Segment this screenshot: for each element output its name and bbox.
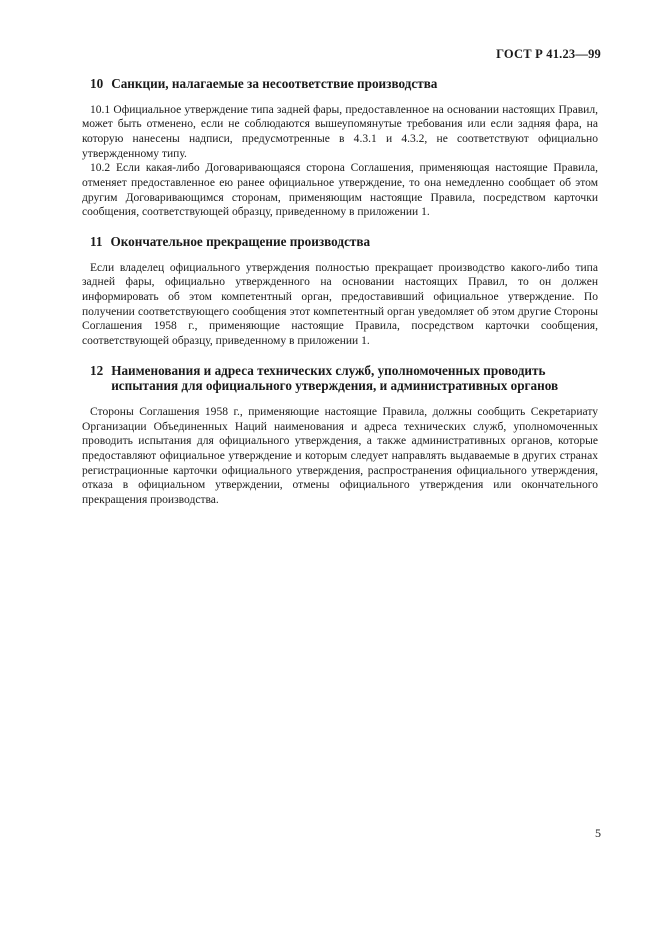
paragraph: 10.1 Официальное утверждение типа задней фары, предоставленное на основании настоящих Правил, может быть отменено, если не соблюдаются вышеупомянутые требования или если задняя фара, на которую нанесены надписи, предусмотренные в 4.3.1 и 4.3.2, не соответствуют официально утвержденному типу. (82, 103, 598, 160)
section-number: 11 (90, 234, 103, 250)
standard-code-header: ГОСТ Р 41.23—99 (496, 47, 601, 61)
section-title: Наименования и адреса технических служб, уполномоченных проводить испытания для официального утверждения, и административных органов (111, 362, 559, 394)
section-body (82, 261, 598, 349)
section-title: Окончательное прекращение производства (110, 234, 371, 250)
section-11 (82, 234, 598, 349)
document-body (82, 76, 598, 522)
section-heading (90, 76, 598, 92)
section-body (82, 103, 598, 221)
paragraph: Если владелец официального утверждения полностью прекращает производство какого-либо типа задней фары, официально утвержденного на основании настоящих Правил, то он должен информировать об этом компетентный орган, предоставивший официальное утверждение. По получении соответствующего сообщения этот компетентный орган уведомляет об этом другие Стороны Соглашения 1958 г., применяющие настоящие Правила, посредством карточки сообщения, соответствующей образцу, приведенному в приложении 1. (82, 261, 598, 348)
section-number: 12 (90, 362, 104, 378)
section-title: Санкции, налагаемые за несоответствие производства (111, 76, 438, 91)
section-number: 10 (90, 76, 104, 91)
section-heading (90, 234, 598, 250)
section-body (82, 405, 598, 508)
section-10 (82, 76, 598, 220)
paragraph: 10.2 Если какая-либо Договаривающаяся сторона Соглашения, применяющая настоящие Правила, отменяет предоставленное ею ранее официальное утверждение, то она немедленно сообщает об этом другим Договаривающимся сторонам, применяющим настоящие Правила, посредством карточки сообщения, соответствующей образцу, приведенному в приложении 1. (82, 162, 598, 219)
section-heading (90, 363, 598, 394)
section-12 (82, 362, 598, 508)
page-number: 5 (595, 826, 601, 840)
paragraph: Стороны Соглашения 1958 г., применяющие настоящие Правила, должны сообщить Секретариату Организации Объединенных Наций наименования и адреса технических служб, уполномоченных проводить испытания для официального утверждения, а также административных органов, которые предоставляют официальное утверждение и которым следует направлять выдаваемые в других странах регистрационные карточки официального утверждения, распространения официального утверждения, отказа в официальном утверждении, отмены официального утверждения или окончательного прекращения производства. (82, 405, 598, 507)
